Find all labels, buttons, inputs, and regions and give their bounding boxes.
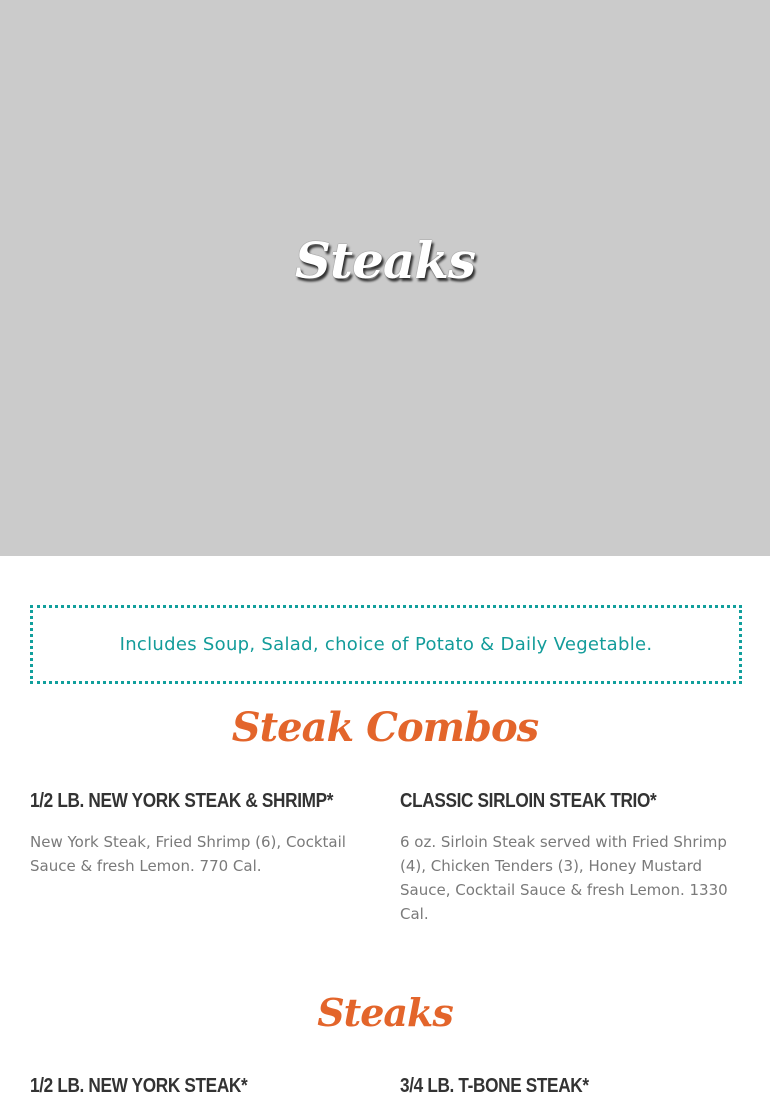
menu-item-description: New York Steak, Fried Shrimp (6), Cocktail Sauce & fresh Lemon. 770 Cal. <box>30 833 346 875</box>
menu-item-description: 6 oz. Sirloin Steak served with Fried Shrimp (4), Chicken Tenders (3), Honey Mustard Sauce, Cocktail Sauce & fresh Lemon. 1330 Cal. <box>400 833 728 923</box>
menu-item-name: 3/4 LB. T-BONE STEAK* <box>400 1075 589 1097</box>
menu-item <box>400 788 745 926</box>
menu-item <box>30 1073 375 1099</box>
menu-item-name: CLASSIC SIRLOIN STEAK TRIO* <box>400 790 657 812</box>
includes-text: Includes Soup, Salad, choice of Potato & Daily Vegetable. <box>119 634 653 655</box>
menu-item <box>30 788 375 878</box>
menu-item-name: 1/2 LB. NEW YORK STEAK & SHRIMP* <box>30 790 334 812</box>
section-title-steaks: Steaks <box>317 990 453 1035</box>
includes-notice <box>30 605 742 684</box>
section-title-steak-combos: Steak Combos <box>231 704 539 751</box>
menu-item <box>400 1073 745 1099</box>
menu-item-name: 1/2 LB. NEW YORK STEAK* <box>30 1075 248 1097</box>
hero-title: Steaks <box>294 231 476 290</box>
